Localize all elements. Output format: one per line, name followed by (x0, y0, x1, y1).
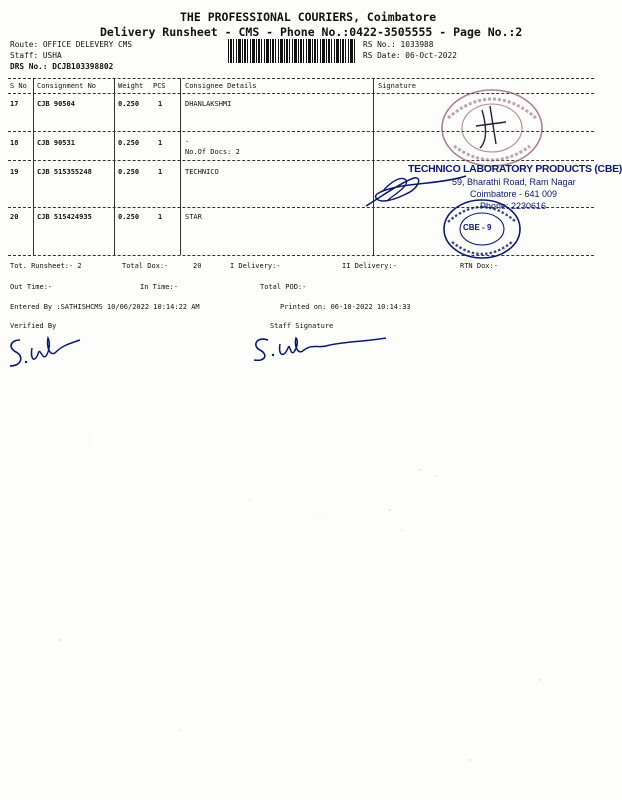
row-17-weight: 0.250 (118, 100, 140, 108)
row-18-consignee: . (185, 136, 190, 144)
row-20-consignee: STAR (185, 213, 202, 221)
stamp-phone: Phone: 2230616 (480, 201, 547, 211)
row-17-consignment: CJB 90504 (37, 100, 75, 108)
row-20-pcs: 1 (158, 213, 163, 221)
total-dox-value: 20 (193, 262, 202, 270)
i-delivery-label: I Delivery:- (230, 262, 281, 270)
dhanalakshmi-seal-icon (440, 88, 544, 168)
col-header-consignment: Consignment No (37, 82, 97, 90)
cbe-seal-center-text: CBE - 9 (463, 223, 492, 232)
col-sep-1 (33, 78, 34, 255)
rs-number: RS No.: 1033988 (363, 40, 434, 49)
rtn-dox-label: RTN Dox:- (460, 262, 498, 270)
row-20-weight: 0.250 (118, 213, 140, 221)
row-17-sno: 17 (10, 100, 19, 108)
row-19-consignee: TECHNICO (185, 168, 219, 176)
row-19-sno: 19 (10, 168, 19, 176)
drs-number: DRS No.: DCJB103398802 (10, 62, 114, 71)
total-dox-label: Total Dox:- (122, 262, 169, 270)
row-18-weight: 0.250 (118, 139, 140, 147)
row-19-weight: 0.250 (118, 168, 140, 176)
company-title: THE PROFESSIONAL COURIERS, Coimbatore (180, 10, 437, 24)
row-17-pcs: 1 (158, 100, 163, 108)
out-time-label: Out Time:- (10, 283, 53, 291)
scan-noise (0, 380, 600, 800)
row-18-pcs: 1 (158, 139, 163, 147)
row-20-consignment: CJB 515424935 (37, 213, 92, 221)
col-sep-2 (114, 78, 115, 255)
barcode (228, 39, 356, 63)
row-17-consignee: DHANLAKSHMI (185, 100, 232, 108)
runsheet-subtitle: Delivery Runsheet - CMS - Phone No.:0422-3505555 - Page No.:2 (100, 25, 523, 39)
printed-on: Printed on: 06-10-2022 10:14:33 (280, 303, 411, 311)
in-time-label: In Time:- (140, 283, 178, 291)
stamp-address-line1: 59, Bharathi Road, Ram Nagar (452, 177, 576, 187)
row-19-consignment: CJB 515355248 (37, 168, 92, 176)
row-18-consignment: CJB 90531 (37, 139, 75, 147)
rs-date: RS Date: 06-Oct-2022 (363, 51, 457, 60)
col-header-signature: Signature (378, 82, 416, 90)
row-17-docs-count: No.Of Docs: 2 (185, 148, 240, 156)
entered-by: Entered By :SATHISHCMS 10/06/2022 10:14:22 AM (10, 303, 200, 311)
row-20-sno: 20 (10, 213, 19, 221)
total-runsheet: Tot. Runsheet:- 2 (10, 262, 82, 270)
table-top-rule (8, 78, 594, 79)
col-header-pcs: PCS (153, 82, 166, 90)
staff-signature-label: Staff Signature (270, 322, 334, 330)
ii-delivery-label: II Delivery:- (342, 262, 397, 270)
verified-by-label: Verified By (10, 322, 57, 330)
staff-label: Staff: USHA (10, 51, 62, 60)
route-label: Route: OFFICE DELEVERY CMS (10, 40, 133, 49)
row-19-pcs: 1 (158, 168, 163, 176)
row-18-sno: 18 (10, 139, 19, 147)
total-pod-label: Total POD:- (260, 283, 307, 291)
col-header-consignee: Consignee Details (185, 82, 257, 90)
col-sep-3 (180, 78, 181, 255)
col-header-sno: S No (10, 82, 27, 90)
stamp-company-name: TECHNICO LABORATORY PRODUCTS (CBE) (408, 163, 622, 175)
verified-by-signature-icon (6, 332, 86, 374)
stamp-address-line2: Coimbatore - 641 009 (470, 189, 558, 199)
col-header-weight: Weight (118, 82, 144, 90)
staff-signature-icon (240, 334, 390, 366)
